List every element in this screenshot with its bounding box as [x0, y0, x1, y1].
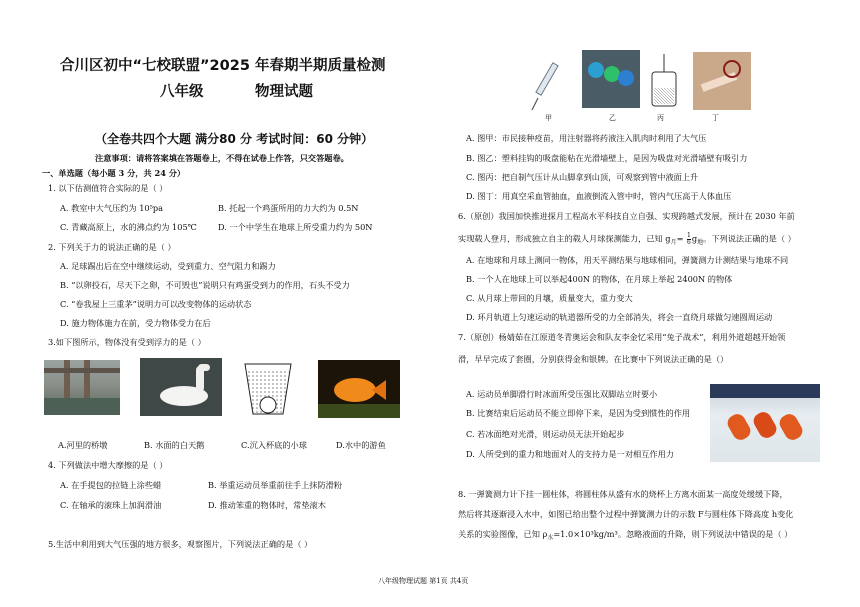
q6-fraction-den: 6 [687, 239, 691, 246]
q6-fraction-num: 1 [687, 232, 691, 239]
suction-hooks-image [582, 50, 640, 108]
question-5: 5.生活中利用到大气压强的地方很多，观察图片，下列说法正确的是（ ） [48, 539, 313, 549]
q4-option-b: B. 举重运动员举重前往手上抹防滑粉 [208, 480, 343, 490]
q5-option-a: A. 图甲：市民接种疫苗，用注射器将药液注入肌肉时利用了大气压 [466, 133, 707, 143]
question-4: 4. 下列做法中增大摩擦的是（ ） [48, 460, 168, 470]
q1-option-b: B. 托起一个鸡蛋所用的力大约为 0.5N [218, 203, 359, 213]
sunk-ball-cup-diagram [243, 362, 293, 417]
q4-option-d: D. 推动笨重的物体时，常垫滚木 [208, 500, 326, 510]
q3-option-d: D.水中的游鱼 [336, 440, 386, 450]
q2-option-a: A. 足球踢出后在空中继续运动，受到重力、空气阻力和踢力 [60, 261, 276, 271]
barometer-image [646, 52, 682, 110]
q8-text-end: =1.0×10³kg/m³。忽略液面的升降，则下列说法中错误的是（ ） [553, 529, 793, 539]
exam-title: 合川区初中“七校联盟”2025 年春期半期质量检测 [60, 58, 386, 74]
page-footer: 八年级物理试题 第1页 共4页 [378, 577, 469, 585]
q7-option-c: C. 若冰面绝对光滑，则运动员无法开始起步 [466, 429, 625, 439]
question-6-line1: 6.（原创）我国加快推进探月工程高水平科技自立自强、实现跨越式发展，预计在 2030 年前 [458, 211, 795, 221]
q4-option-c: C. 在轴承的滚珠上加润滑油 [60, 500, 162, 510]
syringe-image [530, 58, 574, 112]
question-8-line1: 8. 一弹簧测力计下挂一圆柱体，将圆柱体从盛有水的烧杯上方离水面某一高度处缓缓下降， [458, 489, 788, 499]
question-7-line1: 7.（原创）杨婧茹在江原道冬青奥运会和队友李金忆采用“兔子战术”，利用外道超越开始领 [458, 332, 786, 342]
fish-photo [318, 360, 400, 418]
q1-option-c: C. 青藏高原上，水的沸点约为 105℃ [60, 222, 197, 232]
q6-sub-earth: 地 [697, 239, 704, 247]
swan-photo [140, 358, 222, 416]
q6-sub-moon: 月 [670, 239, 677, 247]
notice: 注意事项：请将答案填在答题卷上，不得在试卷上作答，只交答题卷。 [95, 153, 349, 163]
speed-skating-photo [710, 384, 820, 462]
subject-label: 物理试题 [255, 84, 313, 100]
fig-label-jia: 甲 [545, 114, 552, 122]
q6-g: g [691, 233, 698, 244]
section-heading: 一、单选题（每小题 3 分，共 24 分） [42, 168, 186, 178]
q4-option-a: A. 在手提包的拉链上涂些蜡 [60, 480, 162, 490]
question-6-line2 [458, 233, 796, 248]
q3-option-c: C.沉入杯底的小球 [241, 440, 307, 450]
q7-option-a: A. 运动员单脚滑行时冰面所受压强比双脚站立时要小 [466, 389, 658, 399]
q8-text-start: 关系的实验图像，已知 ρ [458, 529, 548, 539]
fig-label-ding: 丁 [712, 114, 719, 122]
question-8-line3 [458, 529, 792, 544]
blood-draw-image [693, 52, 751, 110]
q5-option-b: B. 图乙：塑料挂钩的吸盘能粘在光滑墙壁上，是因为吸盘对光滑墙壁有吸引力 [466, 153, 748, 163]
q6-option-c: C. 从月球上带回的月壤，质量变大，重力变大 [466, 293, 633, 303]
q6-fraction [687, 233, 691, 246]
q1-option-a: A. 教室中大气压约为 10⁵pa [60, 203, 164, 213]
q7-option-d: D. 人所受到的重力和地面对人的支持力是一对相互作用力 [466, 449, 674, 459]
q6-text-end: 。下列说法正确的是（ ） [703, 233, 796, 244]
q2-option-c: C. “卷我屋上三重茅”说明力可以改变物体的运动状态 [60, 299, 252, 309]
q6-text-start: 实现载人登月，形成独立自主的载人月球探测能力，已知 g [458, 233, 671, 244]
exam-info: （全卷共四个大题 满分80 分 考试时间：60 分钟） [95, 132, 374, 146]
q5-option-d: D. 图丁：用真空采血管抽血，血液倒流入管中时，管内气压高于人体血压 [466, 191, 732, 201]
q6-option-d: D. 环月轨道上匀速运动的轨道器所受的力全部消失，将会一直绕月球做匀速圆周运动 [466, 312, 773, 322]
q8-sub-water: 水 [547, 534, 554, 542]
q2-option-d: D. 施力物体施力在前，受力物体受力在后 [60, 318, 211, 328]
q6-option-b: B. 一个人在地球上可以举起400N 的物体，在月球上举起 2400N 的物体 [466, 274, 733, 284]
q6-equals: = [676, 233, 684, 244]
q2-option-b: B. “以卵投石，尽天下之卵，不可毁也”说明只有鸡蛋受到力的作用，石头不受力 [60, 280, 350, 290]
question-8-line2: 然后将其逐渐浸入水中，如图已给出整个过程中弹簧测力计的示数 F与圆柱体下降高度 h变化 [458, 509, 794, 519]
q5-option-c: C. 图丙：把自制气压计从山脚拿到山顶，可观察到管中液面上升 [466, 172, 699, 182]
q3-option-a: A.河里的桥墩 [58, 440, 108, 450]
q3-option-b: B. 水面的白天鹅 [144, 440, 205, 450]
q1-option-d: D. 一个中学生在地球上所受重力约为 50N [218, 222, 373, 232]
q7-option-b: B. 比赛结束后运动员不能立即停下来，是因为受到惯性的作用 [466, 408, 691, 418]
question-7-line2: 滑，早早完成了套圈，分别获得金和银牌。在比赛中下列说法正确的是（） [458, 354, 729, 364]
fig-label-bing: 丙 [657, 114, 664, 122]
question-1: 1. 以下估测值符合实际的是（ ） [48, 183, 168, 193]
grade-label: 八年级 [160, 84, 204, 100]
fig-label-yi: 乙 [609, 114, 616, 122]
question-3: 3.如下图所示，物体没有受到浮力的是（ ） [48, 337, 206, 347]
bridge-pier-photo [44, 360, 120, 415]
question-2: 2. 下列关于力的说法正确的是（ ） [48, 242, 176, 252]
q6-option-a: A. 在地球和月球上测同一物体，用天平测结果与地球相同，弹簧测力计测结果与地球不同 [466, 255, 789, 265]
